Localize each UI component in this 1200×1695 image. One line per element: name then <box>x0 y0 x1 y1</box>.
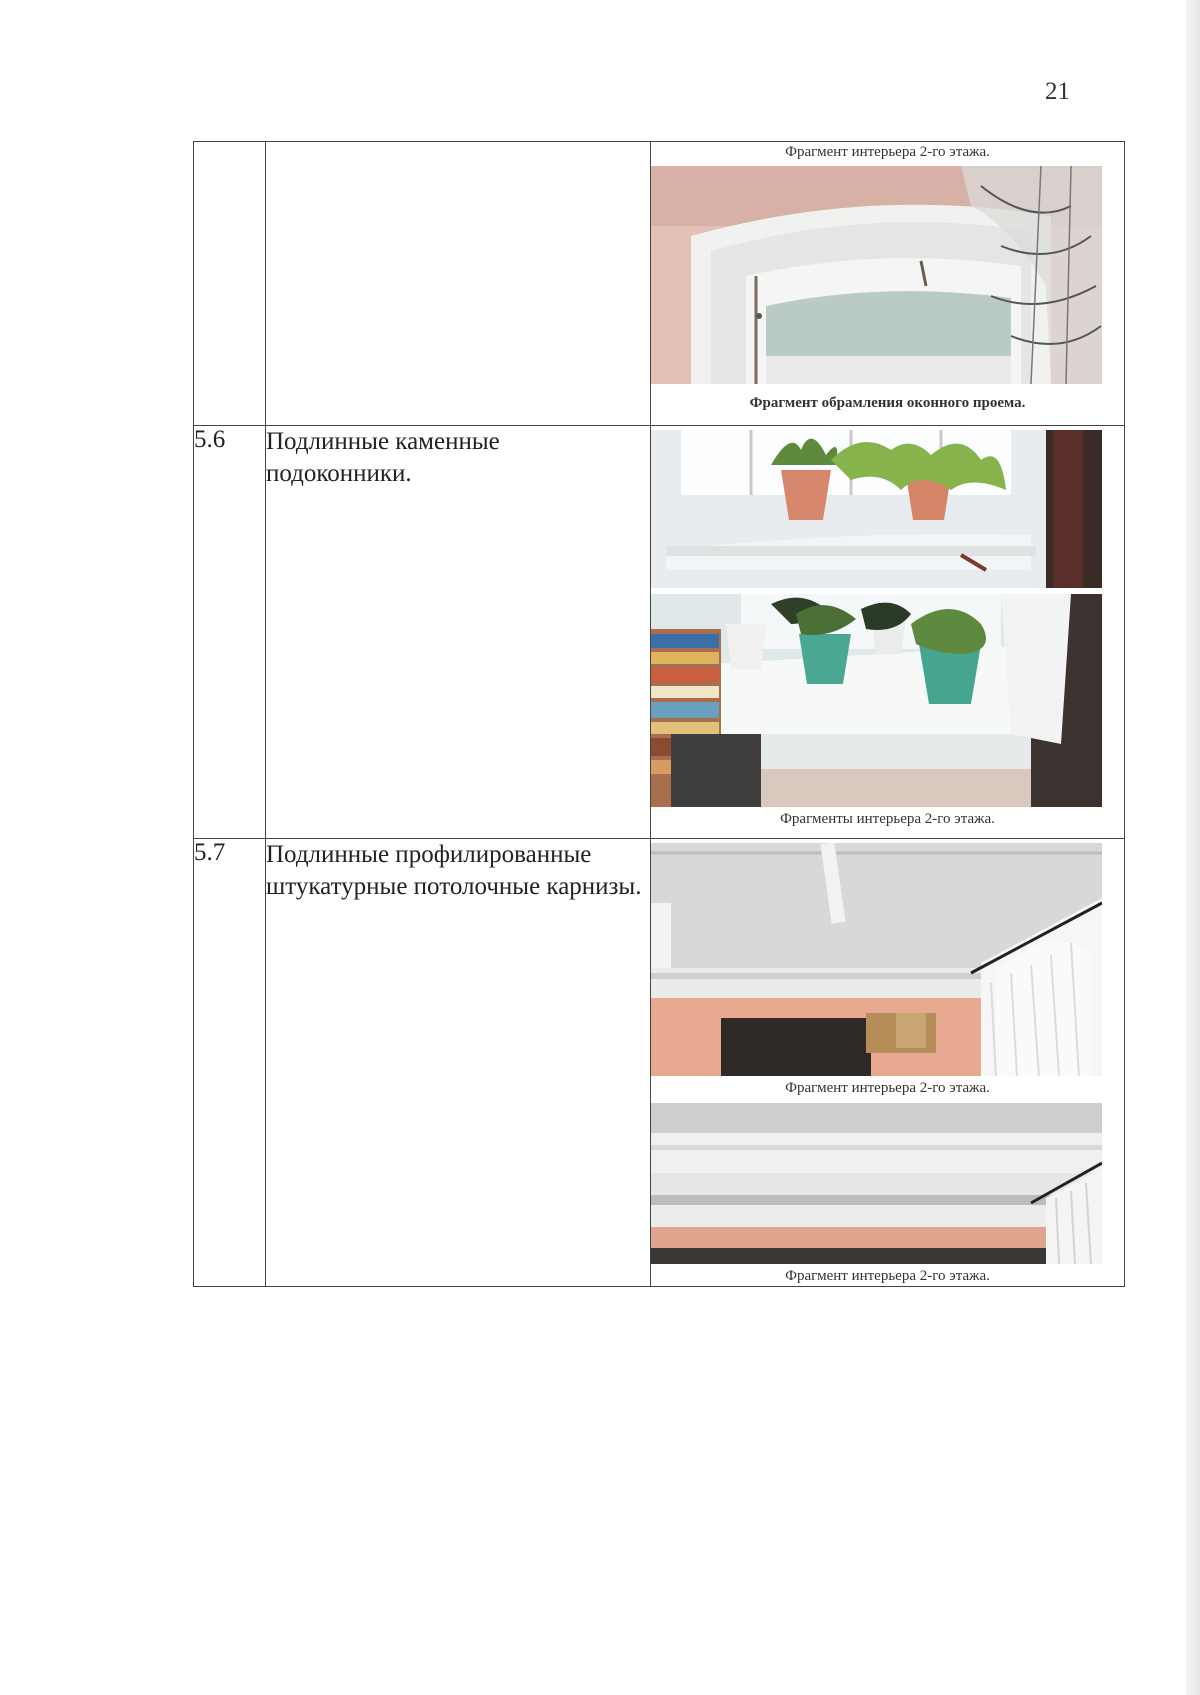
row-number-cell: 5.6 <box>194 426 266 839</box>
table-row <box>194 142 1125 426</box>
page-number: 21 <box>1045 78 1070 105</box>
row-description-cell <box>266 142 651 426</box>
row-photos-cell <box>651 426 1125 839</box>
photo-caption: Фрагмент обрамления оконного проема. <box>749 395 1026 411</box>
table-row <box>194 839 1125 1287</box>
photo-window-sill-pots-books <box>651 594 1102 807</box>
photo-caption: Фрагменты интерьера 2-го этажа. <box>780 811 995 827</box>
photo-ceiling-cornice-detail <box>651 1103 1102 1264</box>
row-description-cell: Подлинные профилированные штукатурные потолочные карнизы. <box>266 839 651 1287</box>
photo-window-sill-plants <box>651 430 1102 588</box>
photo-caption: Фрагмент интерьера 2-го этажа. <box>785 144 990 160</box>
photo-caption: Фрагмент интерьера 2-го этажа. <box>785 1080 990 1096</box>
row-photos-cell <box>651 839 1125 1287</box>
photo-caption: Фрагмент интерьера 2-го этажа. <box>785 1268 990 1284</box>
row-number-cell: 5.7 <box>194 839 266 1287</box>
page-edge-shadow <box>1186 0 1200 1695</box>
row-description-cell: Подлинные каменные подоконники. <box>266 426 651 839</box>
table-row <box>194 426 1125 839</box>
row-number-cell <box>194 142 266 426</box>
row-photos-cell <box>651 142 1125 426</box>
features-table <box>193 141 1125 1287</box>
photo-ceiling-cornice-room <box>651 843 1102 1076</box>
photo-window-frame <box>651 166 1102 384</box>
